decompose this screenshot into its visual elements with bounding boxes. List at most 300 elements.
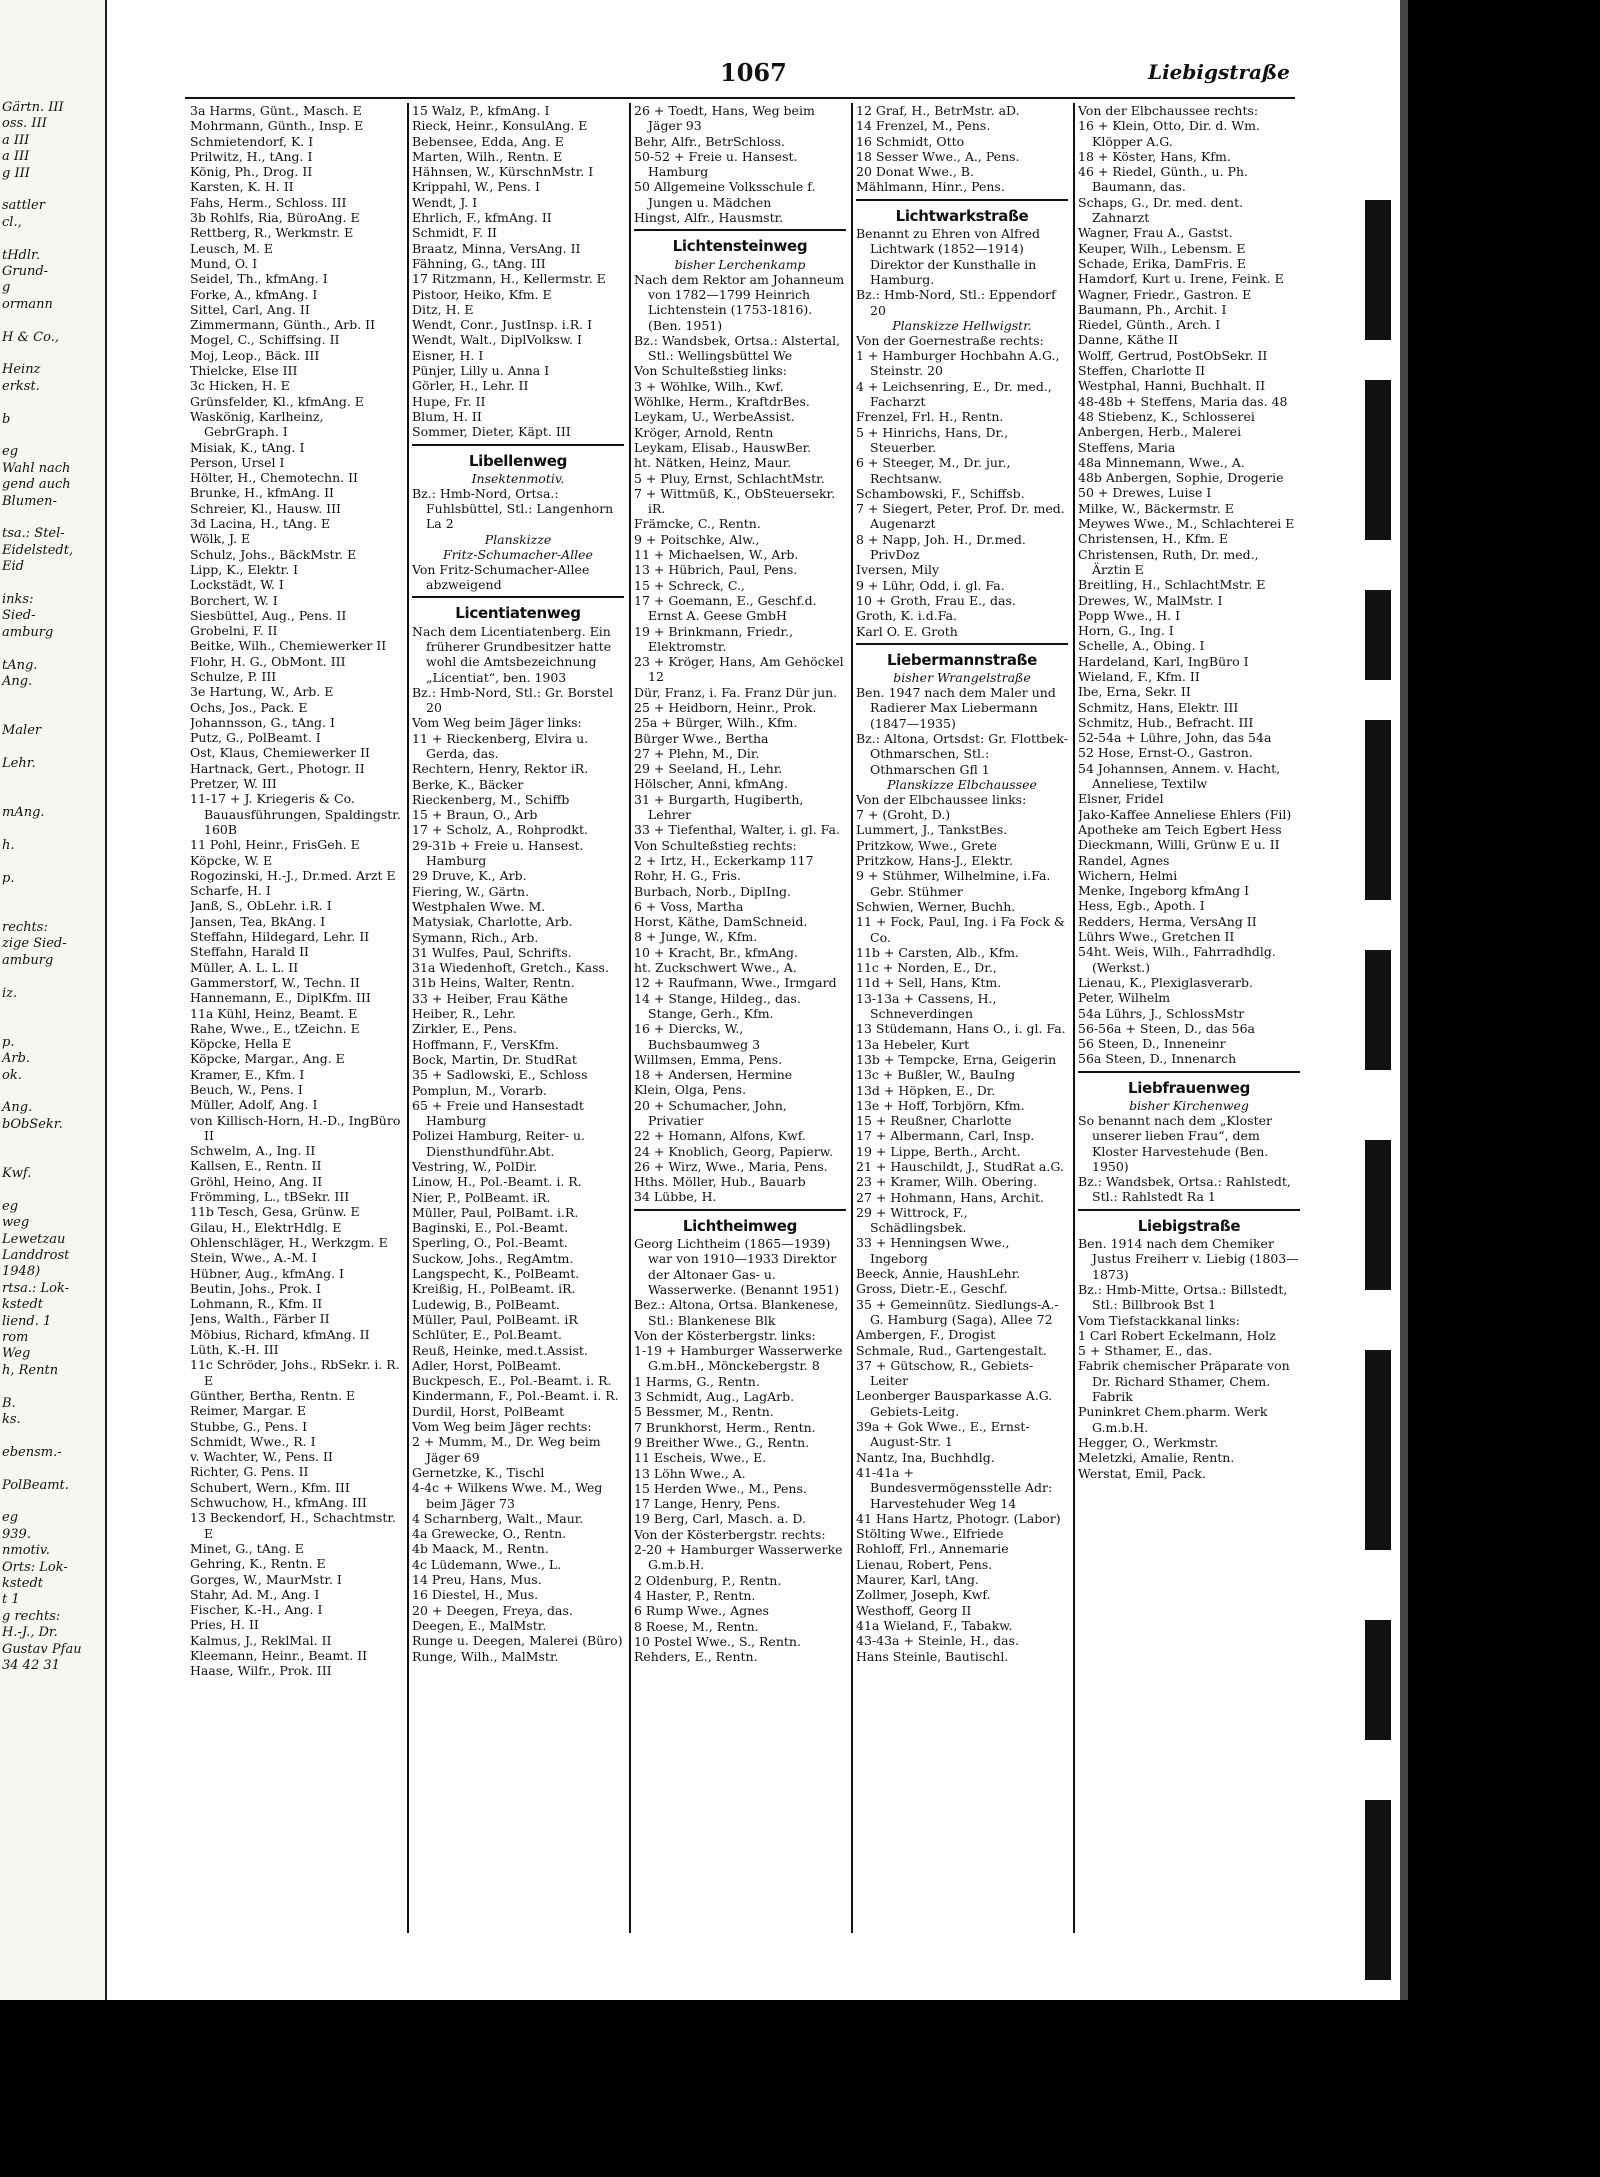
gutter-fragment: weg [2,1215,30,1231]
directory-entry: Nach dem Licentiatenberg. Ein früherer Grundbesitzer hatte wohl die Amtsbezeichnung „Licentiat“, ben. 1903 [412,623,612,685]
directory-entry: 20 + Schumacher, John, Privatier [634,1097,787,1128]
directory-entry: Schambowski, F., Schiffsb. [856,485,1025,501]
directory-entry: Frömming, L., tBSekr. III [190,1189,350,1205]
directory-entry: Fähning, G., tAng. III [412,255,546,271]
directory-entry: 13-13a + Cassens, H., Schneverdingen [856,990,997,1022]
directory-entry: 20 + Deegen, Freya, das. [412,1602,573,1618]
directory-entry: Waskönig, Karlheinz, GebrGraph. I [190,408,324,440]
directory-entry: Leykam, U., WerbeAssist. [634,409,795,425]
directory-entry: Lockstädt, W. I [190,577,284,593]
directory-entry: 19 Berg, Carl, Masch. a. D. [634,1511,806,1527]
directory-entry: Buckpesch, E., Pol.-Beamt. i. R. [412,1373,612,1389]
directory-entry: 13a Hebeler, Kurt [856,1036,970,1052]
directory-entry: Von der Goernestraße rechts: [856,332,1044,348]
directory-entry: Janß, S., ObLehr. i.R. I [190,898,332,914]
directory-entry: 19 + Brinkmann, Friedr., Elektromstr. [634,623,794,654]
directory-entry: Hans Steinle, Bautischl. [856,1648,1009,1664]
directory-entry: 29-31b + Freie u. Hansest. Hamburg [412,837,584,869]
gutter-fragment: Lewetzau [2,1231,66,1247]
directory-entry: Beuch, W., Pens. I [190,1082,303,1097]
column-5 [1078,103,1300,1983]
directory-entry: 5 + Pluy, Ernst, SchlachtMstr. [634,470,825,486]
directory-entry: 22 + Homann, Alfons, Kwf. [634,1128,806,1144]
directory-entry: Scharfe, H. I [190,883,271,899]
directory-entry: Lüth, K.-H. III [190,1342,279,1358]
directory-entry: Ditz, H. E [412,301,474,317]
gutter-fragment: g rechts: [2,1608,61,1624]
directory-entry: Lienau, Robert, Pens. [856,1556,993,1572]
directory-entry: Kindermann, F., Pol.-Beamt. i. R. [412,1388,619,1404]
gutter-fragment: tAng. [2,657,38,673]
directory-entry: 17 Ritzmann, H., Kellermstr. E [412,271,606,287]
directory-entry: 15 Walz, P., kfmAng. I [412,103,550,118]
directory-entry: 33 + Tiefenthal, Walter, i. gl. Fa. [634,822,840,838]
directory-entry: 8 + Junge, W., Kfm. [634,929,758,945]
directory-entry: Görler, H., Lehr. II [412,378,529,394]
directory-entry: Reuß, Heinke, med.t.Assist. [412,1342,588,1358]
directory-entry: Rohr, H. G., Fris. [634,868,741,884]
directory-entry: Wölk, J. E [190,531,251,547]
directory-entry: 37 + Gütschow, R., Gebiets-Leiter [856,1357,1034,1389]
directory-entry: Gernetzke, K., Tischl [412,1464,545,1480]
directory-entry: Sommer, Dieter, Käpt. III [412,424,571,440]
section-rule [1078,1209,1300,1211]
directory-entry: Haase, Wilfr., Prok. III [190,1663,332,1679]
column-divider [407,103,409,1933]
directory-entry: Pünjer, Lilly u. Anna I [412,363,550,379]
directory-entry: 23 + Kröger, Hans, Am Gehöckel 12 [634,654,844,685]
gutter-fragment: gend auch [2,477,71,493]
directory-entry: ht. Nätken, Heinz, Maur. [634,455,792,471]
directory-entry: Zollmer, Joseph, Kwf. [856,1587,991,1603]
directory-entry: Forke, A., kfmAng. I [190,286,318,302]
directory-entry: 4b Maack, M., Rentn. [412,1541,549,1557]
directory-entry: 56-56a + Steen, D., das 56a [1078,1020,1255,1036]
directory-entry: 15 + Schreck, C., [634,577,745,593]
directory-entry: Kalmus, J., ReklMal. II [190,1632,332,1648]
directory-entry: 4 Haster, P., Rentn. [634,1587,756,1603]
column-3 [634,103,846,1983]
directory-entry: Fischer, K.-H., Ang. I [190,1602,323,1618]
gutter-fragment: h. [2,838,15,853]
directory-entry: Von der Elbchaussee links: [856,791,1027,807]
directory-entry: 3c Hicken, H. E [190,378,290,394]
directory-entry: 11d + Sell, Hans, Ktm. [856,975,1002,991]
directory-entry: Müller, A. L. L. II [190,959,299,975]
directory-entry: 31a Wiedenhoft, Gretch., Kass. [412,960,609,976]
directory-entry: 4a Grewecke, O., Rentn. [412,1526,567,1542]
directory-entry: Rahe, Wwe., E., tZeichn. E [190,1020,360,1036]
directory-entry: Eisner, H. I [412,347,484,363]
directory-entry: Bz.: Hmb-Nord, Stl.: Eppendorf 20 [856,287,1056,318]
directory-entry: 9 + Lühr, Odd, i. gl. Fa. [856,577,1005,593]
directory-entry: 6 + Steeger, M., Dr. jur., Rechtsanw. [856,455,1011,486]
directory-entry: 50-52 + Freie u. Hansest. Hamburg [634,148,798,180]
column-divider [851,103,853,1933]
directory-entry: 2 + Irtz, H., Eckerkamp 117 [634,852,814,868]
gutter-fragment: b [2,411,11,427]
directory-entry: 6 + Voss, Martha [634,898,744,914]
directory-entry: Steffahn, Harald II [190,944,309,960]
section-rule [634,229,846,231]
directory-entry: 54a Lührs, J., SchlossMstr [1078,1005,1245,1021]
directory-entry: Peter, Wilhelm [1078,990,1171,1006]
street-note: Planskizze Hellwigstr. [892,317,1032,333]
directory-entry: Horn, G., Ing. I [1078,623,1174,639]
directory-entry: 18 + Köster, Hans, Kfm. [1078,148,1231,164]
gutter-fragment: Eid [2,559,24,575]
directory-entry: Jansen, Tea, BkAng. I [190,913,326,929]
directory-entry: Leusch, M. E [190,240,274,256]
directory-entry: Marten, Wilh., Rentn. E [412,148,563,164]
street-note: bisher Wrangelstraße [893,670,1031,686]
directory-entry: 12 + Raufmann, Wwe., Irmgard [634,975,837,991]
directory-entry: Krippahl, W., Pens. I [412,179,540,195]
directory-entry: Zirkler, E., Pens. [412,1021,517,1037]
directory-entry: Ost, Klaus, Chemiewerker II [190,745,370,761]
directory-entry: 14 Preu, Hans, Mus. [412,1572,542,1588]
directory-entry: 31 + Burgarth, Hugiberth, Lehrer [634,791,804,823]
directory-entry: Rohloff, Frl., Annemarie [856,1541,1009,1557]
directory-entry: Hoffmann, F., VersKfm. [412,1036,559,1052]
directory-entry: Steffahn, Hildegard, Lehr. II [190,929,370,945]
directory-entry: 7 Brunkhorst, Herm., Rentn. [634,1419,816,1435]
gutter-fragment: g III [2,165,30,181]
gutter-fragment: bObSekr. [2,1116,63,1132]
directory-entry: 3 + Wöhlke, Wilh., Kwf. [634,378,784,394]
directory-entry: 27 + Hohmann, Hans, Archit. [856,1189,1044,1205]
gutter-fragment: zige Sied- [2,936,67,952]
directory-entry: Suckow, Johs., RegAmtm. [412,1250,574,1266]
directory-entry: 13c + Bußler, W., BauIng [856,1067,1016,1083]
gutter-fragment: rechts: [2,920,48,935]
directory-entry: Karl O. E. Groth [856,623,958,639]
gutter-fragment: kstedt [2,1576,44,1591]
directory-entry: Gilau, H., ElektrHdlg. E [190,1219,342,1235]
column-4 [856,103,1068,1983]
street-heading: Lichtwarkstraße [895,206,1029,225]
directory-entry: Popp Wwe., H. I [1078,607,1181,623]
directory-entry: Rechtern, Henry, Rektor iR. [412,761,589,777]
directory-entry: Breitling, H., SchlachtMstr. E [1078,577,1266,593]
directory-entry: Fahs, Herm., Schloss. III [190,194,347,210]
directory-entry: 11 Escheis, Wwe., E. [634,1450,767,1466]
directory-entry: Schulze, P. III [190,668,277,684]
directory-entry: Bz.: Wandsbek, Ortsa.: Alstertal, Stl.: Wellingsbüttel We [634,332,841,364]
gutter-fragment: B. [2,1395,16,1411]
directory-entry: 13 Beckendorf, H., Schachtmstr. E [190,1510,396,1541]
gutter-fragment: kstedt [2,1297,44,1313]
directory-entry: 10 Postel Wwe., S., Rentn. [634,1633,801,1649]
directory-entry: Hähnsen, W., KürschnMstr. I [412,164,594,180]
directory-entry: Von Schulteßstieg rechts: [634,837,797,853]
directory-entry: 11c + Norden, E., Dr., [856,960,997,976]
directory-entry: 50 + Drewes, Luise I [1078,485,1212,501]
gutter-fragment: rom [2,1330,29,1345]
directory-entry: Milke, W., Bäckermstr. E [1078,500,1234,516]
gutter-fragment: PolBeamt. [2,1477,69,1493]
directory-entry: Wendt, Walt., DiplVolksw. I [412,332,582,348]
directory-entry: 17 Lange, Henry, Pens. [634,1496,781,1512]
directory-entry: Schwelm, A., Ing. II [190,1143,316,1159]
directory-entry: Dür, Franz, i. Fa. Franz Dür jun. [634,684,838,700]
gutter-fragment: eg [2,444,19,460]
directory-entry: Lienau, K., Plexiglasverarb. [1078,974,1254,990]
directory-entry: Polizei Hamburg, Reiter- u. Diensthundführ.Abt. [412,1128,585,1159]
directory-entry: Meletzki, Amalie, Rentn. [1078,1450,1235,1466]
directory-entry: Baumann, Ph., Archit. I [1078,301,1227,317]
directory-entry: 14 + Stange, Hildeg., das. Stange, Gerh., Kfm. [634,990,801,1021]
gutter-fragment: p. [2,870,15,886]
directory-entry: Linow, H., Pol.-Beamt. i. R. [412,1174,582,1190]
directory-entry: Hölter, H., Chemotechn. II [190,470,358,486]
directory-entry: Pries, H. II [190,1617,259,1633]
gutter-fragment: Lehr. [2,756,36,771]
directory-entry: 13e + Hoff, Torbjörn, Kfm. [856,1097,1025,1113]
street-note: bisher Lerchenkamp [674,256,806,272]
gutter-fragment: 1948) [2,1264,41,1280]
directory-entry: Westphalen Wwe. M. [412,898,546,914]
directory-entry: Ochs, Jos., Pack. E [190,699,308,715]
gutter-fragment: H & Co., [2,329,59,345]
gutter-fragment: Sied- [2,608,36,624]
directory-entry: Groth, K. i.d.Fa. [856,608,957,624]
directory-entry: Köpcke, Margar., Ang. E [190,1051,345,1067]
directory-entry: 11a Kühl, Heinz, Beamt. E [190,1005,358,1021]
directory-entry: 1 + Hamburger Hochbahn A.G., Steinstr. 20 [856,348,1060,379]
directory-entry: 10 + Groth, Frau E., das. [856,592,1016,608]
edge-stamp-marks [1365,120,1395,1960]
directory-entry: Möbius, Richard, kfmAng. II [190,1326,370,1342]
directory-entry: Kramer, E., Kfm. I [190,1066,305,1082]
directory-entry: Symann, Rich., Arb. [412,929,539,945]
directory-entry: Kleemann, Heinr., Beamt. II [190,1647,368,1663]
directory-entry: 56 Steen, D., Inneneinr [1078,1036,1226,1052]
directory-entry: Matysiak, Charlotte, Arb. [412,914,573,930]
directory-entry: Durdil, Horst, PolBeamt [412,1403,565,1419]
street-heading: Licentiatenweg [455,604,581,623]
directory-entry: 15 Herden Wwe., M., Pens. [634,1480,807,1496]
section-rule [634,1209,846,1211]
directory-entry: 7 + Siegert, Peter, Prof. Dr. med. Augenarzt [856,501,1065,532]
directory-entry: Schwuchow, H., kfmAng. III [190,1495,367,1511]
directory-entry: 3b Rohlfs, Ria, BüroAng. E [190,210,360,226]
directory-entry: ht. Zuckschwert Wwe., A. [634,960,797,976]
directory-entry: Brunke, H., kfmAng. II [190,485,334,501]
gutter-fragment: ormann [2,296,53,312]
gutter-fragment: Gärtn. III [2,100,64,115]
directory-entry: Schaps, G., Dr. med. dent. Zahnarzt [1078,194,1244,226]
directory-entry: Rogozinski, H.-J., Dr.med. Arzt E [190,867,396,883]
directory-entry: 26 + Toedt, Hans, Weg beim Jäger 93 [634,103,815,134]
gutter-fragment: sattler [2,198,45,214]
directory-entry: Ludewig, B., PolBeamt. [412,1296,560,1312]
directory-entry: Westhoff, Georg II [856,1602,972,1618]
directory-entry: 52 Hose, Ernst-O., Gastron. [1078,745,1253,761]
directory-entry: Christensen, Ruth, Dr. med., Ärztin E [1078,546,1259,577]
directory-entry: Burbach, Norb., DiplIng. [634,883,792,899]
directory-entry: Hartnack, Gert., Photogr. II [190,760,365,776]
directory-entry: 11b Tesch, Gesa, Grünw. E [190,1204,360,1220]
directory-entry: 6 Rump Wwe., Agnes [634,1603,769,1619]
directory-entry: 1 Harms, G., Rentn. [634,1373,760,1389]
gutter-fragment: Weg [2,1346,31,1362]
directory-entry: 7 + (Groht, D.) [856,807,951,823]
directory-entry: 65 + Freie und Hansestadt Hamburg [412,1097,584,1129]
gutter-fragment: t 1 [2,1592,20,1608]
directory-entry: Gammerstorf, W., Techn. II [190,974,360,990]
directory-entry: Hübner, Aug., kfmAng. I [190,1265,344,1281]
directory-entry: Apotheke am Teich Egbert Hess [1078,821,1282,837]
directory-entry: 31b Heins, Walter, Rentn. [412,975,575,991]
directory-entry: Klein, Olga, Pens. [634,1082,747,1098]
directory-entry: Frenzel, Frl. H., Rentn. [856,409,1004,425]
directory-entry: So benannt nach dem „Kloster unserer lieben Frau“, dem Kloster Harvestehude (Ben. 1950) [1078,1113,1272,1174]
directory-entry: Pomplun, M., Vorarb. [412,1082,547,1098]
gutter-fragment: amburg [2,952,54,968]
directory-entry: Främcke, C., Rentn. [634,516,761,532]
directory-entry: Von der Kösterbergstr. links: [634,1327,816,1343]
directory-entry: Mählmann, Hinr., Pens. [856,179,1005,195]
directory-entry: Fiering, W., Gärtn. [412,883,530,899]
directory-entry: Runge u. Deegen, Malerei (Büro) [412,1633,623,1649]
directory-entry: Hölscher, Anni, kfmAng. [634,776,789,792]
directory-entry: Blum, H. II [412,408,482,424]
directory-entry: Gehring, K., Rentn. E [190,1556,326,1572]
directory-entry: 29 + Seeland, H., Lehr. [634,761,783,777]
directory-entry: Braatz, Minna, VersAng. II [412,240,581,256]
street-heading: Libellenweg [468,451,568,470]
directory-entry: Schreier, Kl., Hausw. III [190,500,341,516]
directory-entry: 3d Lacina, H., tAng. E [190,516,331,532]
directory-entry: Schelle, A., Obing. I [1078,638,1205,654]
directory-entry: Moj, Leop., Bäck. III [190,347,320,363]
directory-entry: Drewes, W., MalMstr. I [1078,592,1223,608]
directory-entry: Ibe, Erna, Sekr. II [1078,684,1191,700]
directory-entry: 54ht. Weis, Wilh., Fahrradhdlg. (Werkst.) [1078,944,1276,975]
directory-entry: Lummert, J., TankstBes. [856,822,1008,838]
directory-entry: Ben. 1947 nach dem Maler und Radierer Max Liebermann (1847—1935) [856,685,1056,731]
directory-entry: Schmitz, Hans, Elektr. III [1078,699,1239,715]
gutter-fragment: cl., [2,214,22,230]
directory-entry: Wendt, J. I [412,194,478,210]
gutter-fragment: ok. [2,1067,22,1083]
gutter-fragment: Arb. [2,1051,31,1067]
gutter-fragment: inks: [2,592,34,607]
gutter-fragment: liend. 1 [2,1313,52,1329]
directory-entry: Schmale, Rud., Gartengestalt. [856,1342,1047,1358]
directory-entry: Menke, Ingeborg kfmAng I [1078,883,1250,899]
gutter-fragment: ebensm.- [2,1444,62,1460]
directory-entry: Wichern, Helmi [1078,867,1178,883]
directory-entry: Sittel, Carl, Ang. II [190,301,310,317]
directory-entry: 13d + Höpken, E., Dr. [856,1082,996,1098]
gutter-fragment: 34 42 31 [2,1658,60,1673]
directory-entry: Kallsen, E., Rentn. II [190,1158,322,1174]
gutter-fragment: oss. III [2,116,47,132]
directory-entry: Günther, Bertha, Rentn. E [190,1387,356,1403]
directory-entry: 13b + Tempcke, Erna, Geigerin [856,1051,1057,1067]
directory-entry: 3 Schmidt, Aug., LagArb. [634,1389,795,1405]
directory-entry: Zimmermann, Günth., Arb. II [190,317,376,333]
directory-entry: Ambergen, F., Drogist [856,1327,996,1343]
directory-entry: Wolff, Gertrud, PostObSekr. II [1078,347,1268,363]
directory-entry: Wöhlke, Herm., KraftdrBes. [634,394,810,410]
directory-entry: 25a + Bürger, Wilh., Kfm. [634,715,798,731]
directory-entry: Pretzer, W. III [190,776,277,792]
directory-entry: 26 + Wirz, Wwe., Maria, Pens. [634,1158,828,1174]
directory-entry: von Killisch-Horn, H.-D., IngBüro II [190,1112,401,1143]
gutter-fragment: Blumen- [2,493,57,509]
directory-entry: Beeck, Annie, HaushLehr. [856,1266,1021,1282]
directory-entry: Keuper, Wilh., Lebensm. E [1078,240,1246,256]
directory-entry: Rehders, E., Rentn. [634,1649,758,1665]
directory-entry: Heiber, R., Lehr. [412,1006,516,1022]
directory-entry: Schmidt, Wwe., R. I [190,1433,316,1449]
directory-entry: Mund, O. I [190,255,258,271]
gutter-fragment: 939. [2,1526,31,1542]
gutter-fragment: iz. [2,985,18,1001]
directory-entry: Schulz, Johs., BäckMstr. E [190,546,357,562]
directory-entry: 23 + Kramer, Wilh. Obering. [856,1174,1038,1190]
directory-entry: Jako-Kaffee Anneliese Ehlers (Fil) [1078,806,1292,822]
directory-entry: 17 + Goemann, E., Geschf.d. Ernst A. Geese GmbH [634,592,817,624]
column-2 [412,103,624,1983]
directory-entry: Von der Elbchaussee rechts: [1078,103,1259,118]
directory-entry: Bz.: Hmb-Nord, Ortsa.: Fuhlsbüttel, Stl.: Langenhorn La 2 [412,485,614,532]
directory-entry: 10 + Kracht, Br., kfmAng. [634,944,798,960]
directory-entry: Pistoor, Heiko, Kfm. E [412,286,552,302]
directory-entry: 4c Lüdemann, Wwe., L. [412,1556,562,1572]
directory-entry: 11 + Michaelsen, W., Arb. [634,547,799,563]
directory-entry: Gross, Dietr.-E., Geschf. [856,1281,1008,1297]
directory-entry: 16 Schmidt, Otto [856,133,965,149]
directory-entry: Schade, Erika, DamFris. E [1078,255,1246,271]
gutter-fragment: ks. [2,1412,21,1427]
street-heading: Liebermannstraße [886,650,1038,669]
directory-entry: König, Ph., Drog. II [190,164,313,180]
directory-entry: 13 Stüdemann, Hans O., i. gl. Fa. [856,1021,1066,1037]
directory-entry: 8 + Napp, Joh. H., Dr.med. PrivDoz [856,531,1026,563]
directory-entry: 56a Steen, D., Innenarch [1078,1051,1237,1067]
directory-entry: 17 + Scholz, A., Rohprodkt. [412,822,589,838]
directory-entry: 29 Druve, K., Arb. [412,868,527,884]
directory-entry: Vom Weg beim Jäger rechts: [412,1419,592,1435]
directory-entry: 11 Pohl, Heinr., FrisGeh. E [190,837,360,853]
directory-entry: Siesbüttel, Aug., Pens. II [190,607,347,623]
gutter-fragment: g [2,280,11,296]
directory-entry: Jens, Walth., Färber II [190,1311,330,1327]
directory-entry: 15 + Reußner, Charlotte [856,1113,1012,1129]
directory-entry: Kreißig, H., PolBeamt. iR. [412,1281,576,1297]
directory-entry: Schwien, Werner, Buchh. [856,898,1016,914]
directory-entry: Behr, Alfr., BetrSchloss. [634,133,785,149]
directory-entry: Nantz, Ina, Buchhdlg. [856,1449,995,1465]
directory-entry: Rieckenberg, M., Schiffb [412,791,570,807]
gutter-fragment: erkst. [2,378,40,394]
directory-entry: Wendt, Conr., JustInsp. i.R. I [412,317,593,333]
street-note: Planskizze Elbchaussee [887,776,1037,792]
directory-entry: Seidel, Th., kfmAng. I [190,271,328,287]
directory-entry: 16 + Diercks, W., Buchsbaumweg 3 [634,1021,761,1052]
directory-entry: Hess, Egb., Apoth. I [1078,898,1205,914]
directory-entry: Leykam, Elisab., HauswBer. [634,439,812,455]
directory-entry: 33 + Henningsen Wwe., Ingeborg [856,1235,1010,1266]
directory-entry: Danne, Käthe II [1078,332,1179,348]
directory-entry: 16 + Klein, Otto, Dir. d. Wm. Klöpper A.G. [1078,118,1261,149]
section-rule [412,596,624,598]
directory-entry: 8 Roese, M., Rentn. [634,1618,759,1634]
